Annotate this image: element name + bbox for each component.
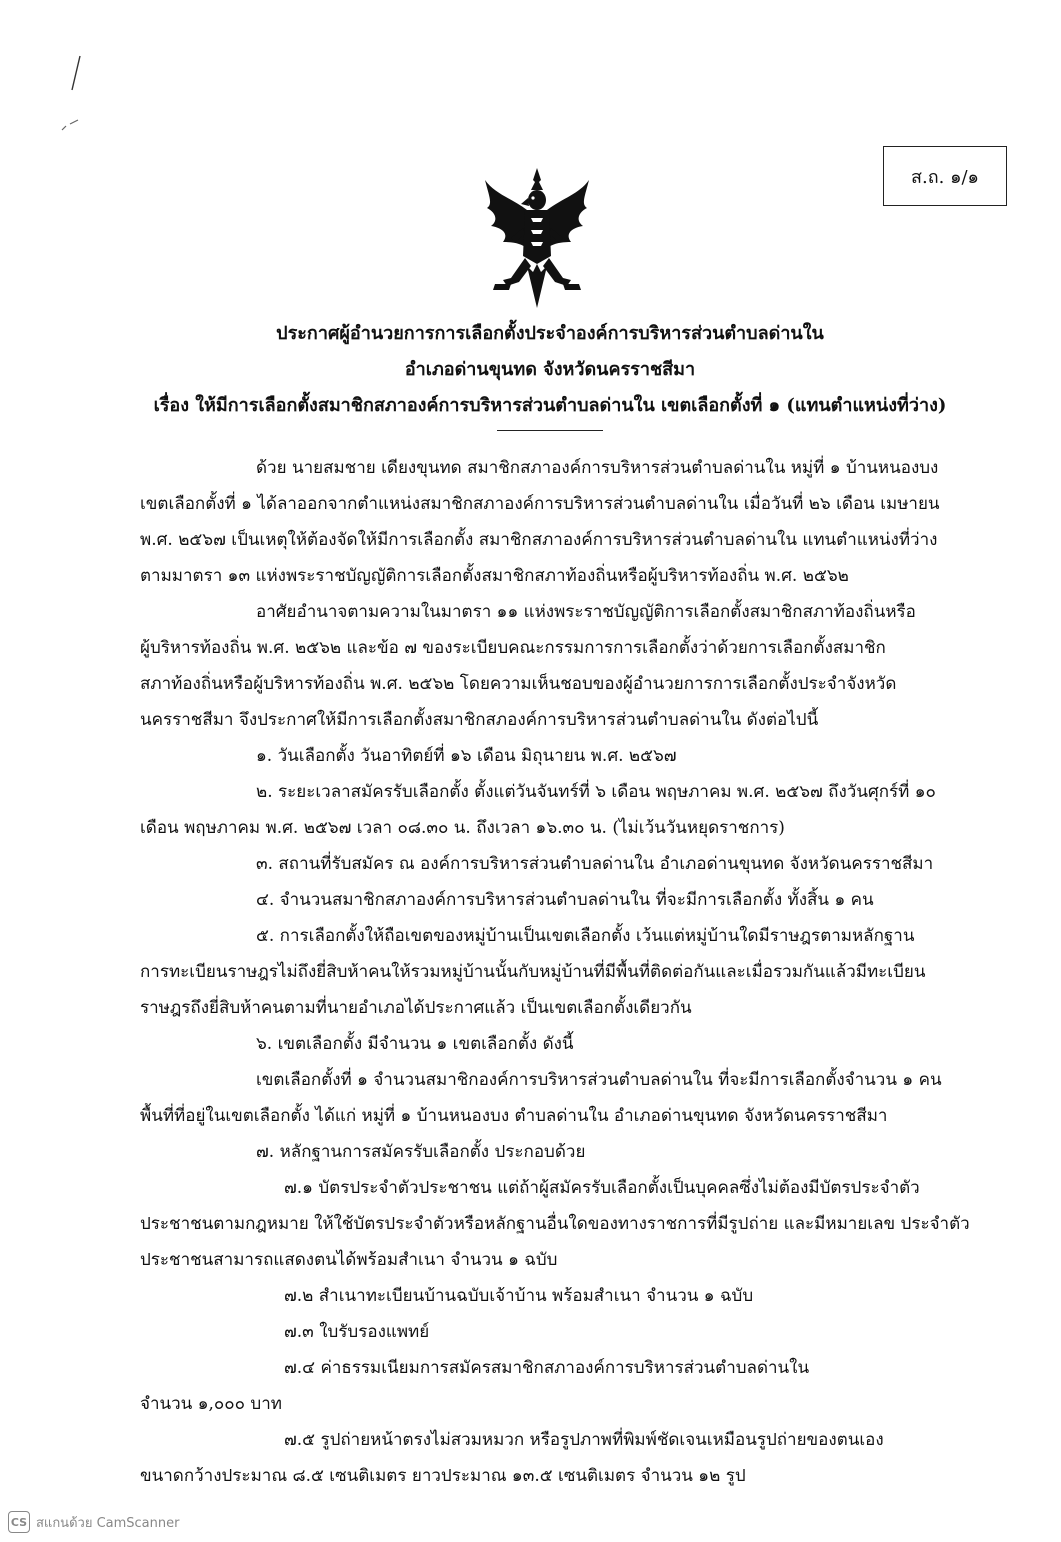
body-line: การทะเบียนราษฎรไม่ถึงยี่สิบห้าคนให้รวมหมู่บ้านนั้นกับหมู่บ้านที่มีพื้นที่ติดต่อกันและเมื่อรวมกันแล้วมีทะเบียน xyxy=(140,962,926,982)
item-4-member-count: ๔. จำนวนสมาชิกสภาองค์การบริหารส่วนตำบลด่านใน ที่จะมีการเลือกตั้ง ทั้งสิ้น ๑ คน xyxy=(256,890,874,910)
body-line: ตามมาตรา ๑๓ แห่งพระราชบัญญัติการเลือกตั้งสมาชิกสภาท้องถิ่นหรือผู้บริหารท้องถิ่น พ.ศ. ๒๕๖๒ xyxy=(140,566,849,586)
pen-mark-icon xyxy=(58,50,98,140)
camscanner-text: สแกนด้วย CamScanner xyxy=(36,1515,180,1531)
form-code-box xyxy=(883,146,1007,206)
camscanner-logo-icon: CS xyxy=(8,1511,30,1533)
body-line: จำนวน ๑,๐๐๐ บาท xyxy=(140,1394,282,1414)
body-line: เขตเลือกตั้งที่ ๑ ได้ลาออกจากตำแหน่งสมาชิกสภาองค์การบริหารส่วนตำบลด่านใน เมื่อวันที่ ๒๖ เดือน เมษายน xyxy=(140,494,940,514)
item-3-application-place: ๓. สถานที่รับสมัคร ณ องค์การบริหารส่วนตำบลด่านใน อำเภอด่านขุนทด จังหวัดนครราชสีมา xyxy=(256,854,934,874)
item-1-election-date: ๑. วันเลือกตั้ง วันอาทิตย์ที่ ๑๖ เดือน มิถุนายน พ.ศ. ๒๕๖๗ xyxy=(256,746,677,766)
body-line: สภาท้องถิ่นหรือผู้บริหารท้องถิ่น พ.ศ. ๒๕๖๒ โดยความเห็นชอบของผู้อำนวยการการเลือกตั้งประจำจังหวัด xyxy=(140,674,897,694)
form-code-text: ส.ถ. ๑/๑ xyxy=(911,166,979,188)
body-line: อาศัยอำนาจตามความในมาตรา ๑๑ แห่งพระราชบัญญัติการเลือกตั้งสมาชิกสภาท้องถิ่นหรือ xyxy=(256,602,916,622)
body-line: พ.ศ. ๒๕๖๗ เป็นเหตุให้ต้องจัดให้มีการเลือกตั้ง สมาชิกสภาองค์การบริหารส่วนตำบลด่านใน แทนตำแหน่งที่ว่าง xyxy=(140,530,938,550)
body-line: ราษฎรถึงยี่สิบห้าคนตามที่นายอำเภอได้ประกาศแล้ว เป็นเขตเลือกตั้งเดียวกัน xyxy=(140,998,692,1018)
camscanner-watermark xyxy=(8,1511,179,1533)
body-line: ผู้บริหารท้องถิ่น พ.ศ. ๒๕๖๒ และข้อ ๗ ของระเบียบคณะกรรมการการเลือกตั้งว่าด้วยการเลือกตั้งสมาชิก xyxy=(140,638,886,658)
item-7-4-application-fee: ๗.๔ ค่าธรรมเนียมการสมัครสมาชิกสภาองค์การบริหารส่วนตำบลด่านใน xyxy=(284,1358,810,1378)
item-7-required-documents: ๗. หลักฐานการสมัครรับเลือกตั้ง ประกอบด้วย xyxy=(256,1142,586,1162)
garuda-emblem-icon xyxy=(481,168,593,310)
title-divider xyxy=(497,430,603,431)
announcement-title: ประกาศผู้อำนวยการการเลือกตั้งประจำองค์การบริหารส่วนตำบลด่านใน xyxy=(276,323,824,344)
announcement-location: อำเภอด่านขุนทด จังหวัดนครราชสีมา xyxy=(404,359,696,380)
body-line: ด้วย นายสมชาย เดียงขุนทด สมาชิกสภาองค์การบริหารส่วนตำบลด่านใน หมู่ที่ ๑ บ้านหนองบง xyxy=(256,458,939,478)
item-5-constituency-rule: ๕. การเลือกตั้งให้ถือเขตของหมู่บ้านเป็นเขตเลือกตั้ง เว้นแต่หมู่บ้านใดมีราษฎรตามหลักฐาน xyxy=(256,926,915,946)
item-7-3-medical-certificate: ๗.๓ ใบรับรองแพทย์ xyxy=(284,1322,430,1342)
item-7-1-id-card: ๗.๑ บัตรประจำตัวประชาชน แต่ถ้าผู้สมัครรับเลือกตั้งเป็นบุคคลซึ่งไม่ต้องมีบัตรประจำตัว xyxy=(284,1178,920,1198)
body-line: ประชาชนสามารถแสดงตนได้พร้อมสำเนา จำนวน ๑ ฉบับ xyxy=(140,1250,558,1270)
body-line: พื้นที่ที่อยู่ในเขตเลือกตั้ง ได้แก่ หมู่ที่ ๑ บ้านหนองบง ตำบลด่านใน อำเภอด่านขุนทด จังหวัดนครราชสีมา xyxy=(140,1106,888,1126)
body-line: ขนาดกว้างประมาณ ๘.๕ เซนติเมตร ยาวประมาณ ๑๓.๕ เซนติเมตร จำนวน ๑๒ รูป xyxy=(140,1466,746,1486)
item-7-2-house-registration: ๗.๒ สำเนาทะเบียนบ้านฉบับเจ้าบ้าน พร้อมสำเนา จำนวน ๑ ฉบับ xyxy=(284,1286,754,1306)
body-line: เดือน พฤษภาคม พ.ศ. ๒๕๖๗ เวลา ๐๘.๓๐ น. ถึงเวลา ๑๖.๓๐ น. (ไม่เว้นวันหยุดราชการ) xyxy=(140,818,785,838)
announcement-subject: เรื่อง ให้มีการเลือกตั้งสมาชิกสภาองค์การบริหารส่วนตำบลด่านใน เขตเลือกตั้งที่ ๑ (แทนตำแหน่งที่ว่าง) xyxy=(153,395,947,416)
body-line: นครราชสีมา จึงประกาศให้มีการเลือกตั้งสมาชิกสภองค์การบริหารส่วนตำบลด่านใน ดังต่อไปนี้ xyxy=(140,710,819,730)
item-7-5-photograph: ๗.๕ รูปถ่ายหน้าตรงไม่สวมหมวก หรือรูปภาพที่พิมพ์ชัดเจนเหมือนรูปถ่ายของตนเอง xyxy=(284,1430,884,1450)
item-6-constituency: ๖. เขตเลือกตั้ง มีจำนวน ๑ เขตเลือกตั้ง ดังนี้ xyxy=(256,1034,574,1054)
body-line: ประชาชนตามกฎหมาย ให้ใช้บัตรประจำตัวหรือหลักฐานอื่นใดของทางราชการที่มีรูปถ่าย และมีหมายเลข ประจำตัว xyxy=(140,1214,970,1234)
body-line: เขตเลือกตั้งที่ ๑ จำนวนสมาชิกองค์การบริหารส่วนตำบลด่านใน ที่จะมีการเลือกตั้งจำนวน ๑ คน xyxy=(256,1070,942,1090)
item-2-application-period: ๒. ระยะเวลาสมัครรับเลือกตั้ง ตั้งแต่วันจันทร์ที่ ๖ เดือน พฤษภาคม พ.ศ. ๒๕๖๗ ถึงวันศุกร์ที่ ๑๐ xyxy=(256,782,936,802)
